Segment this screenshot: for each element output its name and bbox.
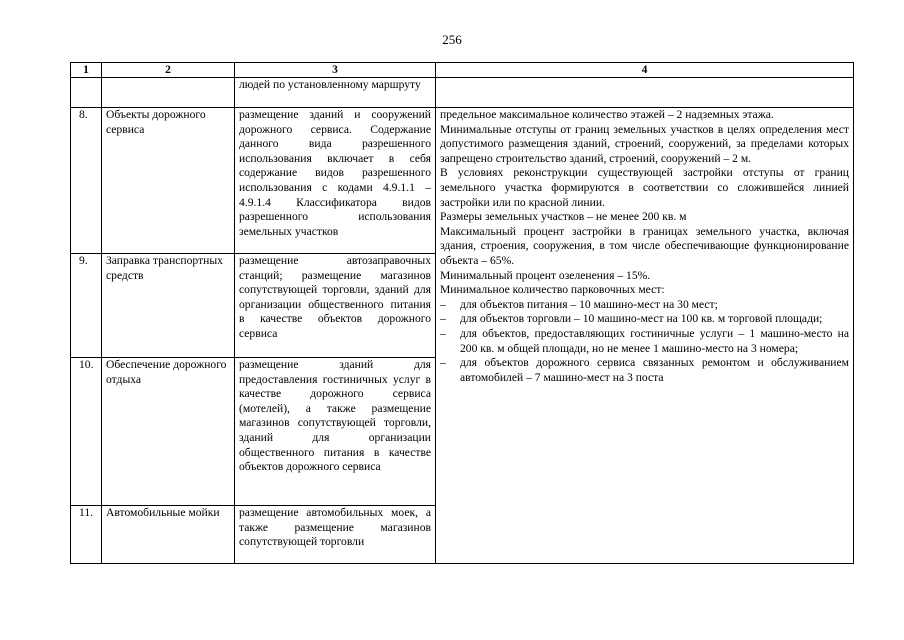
list-item-text: для объектов питания – 10 машино-мест на 30 мест; [460,297,718,311]
row-number: 11. [71,506,102,564]
row-number: 8. [71,108,102,254]
list-item-text: для объектов торговли – 10 машино-мест на 100 кв. м торговой площади; [460,312,823,326]
dash-bullet: – [440,297,446,311]
page-number: 256 [442,32,462,47]
list-item-text: для объектов дорожного сервиса связанных ремонтом и обслуживанием автомобилей – 7 машино-мест на 3 поста [460,356,849,384]
list-item [440,298,849,313]
table-row [71,108,854,254]
dash-bullet: – [440,312,446,326]
zoning-table [70,62,854,564]
row-number: 10. [71,358,102,506]
list-item-text: для объектов, предоставляющих гостиничные услуги – 1 машино-место на 200 кв. м общей площади, но не менее 1 машино-место на 3 номера; [460,326,849,355]
header-col-4: 4 [436,63,854,78]
dash-bullet: – [440,356,446,370]
param-paragraph: В условиях реконструкции существующей застройки отступы от границ земельного участка формируются в соответствии со сложившейся линией застройки или по красной линии. [440,166,849,209]
header-col-2: 2 [102,63,235,78]
param-paragraph: Минимальное количество парковочных мест: [440,283,665,297]
row-name: Обеспечение дорожного отдыха [102,358,235,506]
dash-bullet: – [440,326,446,340]
row-name: Объекты дорожного сервиса [102,108,235,254]
param-paragraph: Минимальные отступы от границ земельных участков в целях определения мест допустимого размещения зданий, строений, сооружений, за пределами которых запрещено строительство зданий, строений, сооружений – 2 м. [440,122,849,165]
row-name: Заправка транспортных средств [102,254,235,358]
header-col-1: 1 [71,63,102,78]
row-description: размещение автомобильных моек, а также размещение магазинов сопутствующей торговли [235,506,436,564]
row-description: размещение зданий и сооружений дорожного сервиса. Содержание данного вида разрешенного использования включает в себя содержание видов разрешенного использования с кодами 4.9.1.1 – 4.9.1.4 Классификатора видов разрешенного использования земельных участков [235,108,436,254]
row-description: размещение зданий для предоставления гостиничных услуг в качестве дорожного сервиса (мотелей), а также размещение магазинов сопутствующей торговли, зданий для организации общественного питания в качестве объектов дорожного сервиса [235,358,436,506]
list-item [440,312,849,327]
row-parameters [436,108,854,564]
continuation-text: людей по установленному маршруту [235,78,436,108]
list-item [440,356,849,385]
param-paragraph: Размеры земельных участков – не менее 200 кв. м [440,210,687,224]
param-paragraph: предельное максимальное количество этажей – 2 надземных этажа. [440,108,774,121]
param-paragraph: Максимальный процент застройки в границах земельного участка, включая здания, строения, сооружения, в том числе обеспечивающие функционирование объекта – 65%. [440,224,849,267]
header-row [71,63,854,78]
header-col-3: 3 [235,63,436,78]
row-number: 9. [71,254,102,358]
row-description: размещение автозаправочных станций; размещение магазинов сопутствующей торговли, зданий для организации общественного питания в качестве объектов дорожного сервиса [235,254,436,358]
param-paragraph: Минимальный процент озеленения – 15%. [440,268,651,282]
continuation-row [71,78,854,108]
list-item [440,327,849,356]
row-name: Автомобильные мойки [102,506,235,564]
